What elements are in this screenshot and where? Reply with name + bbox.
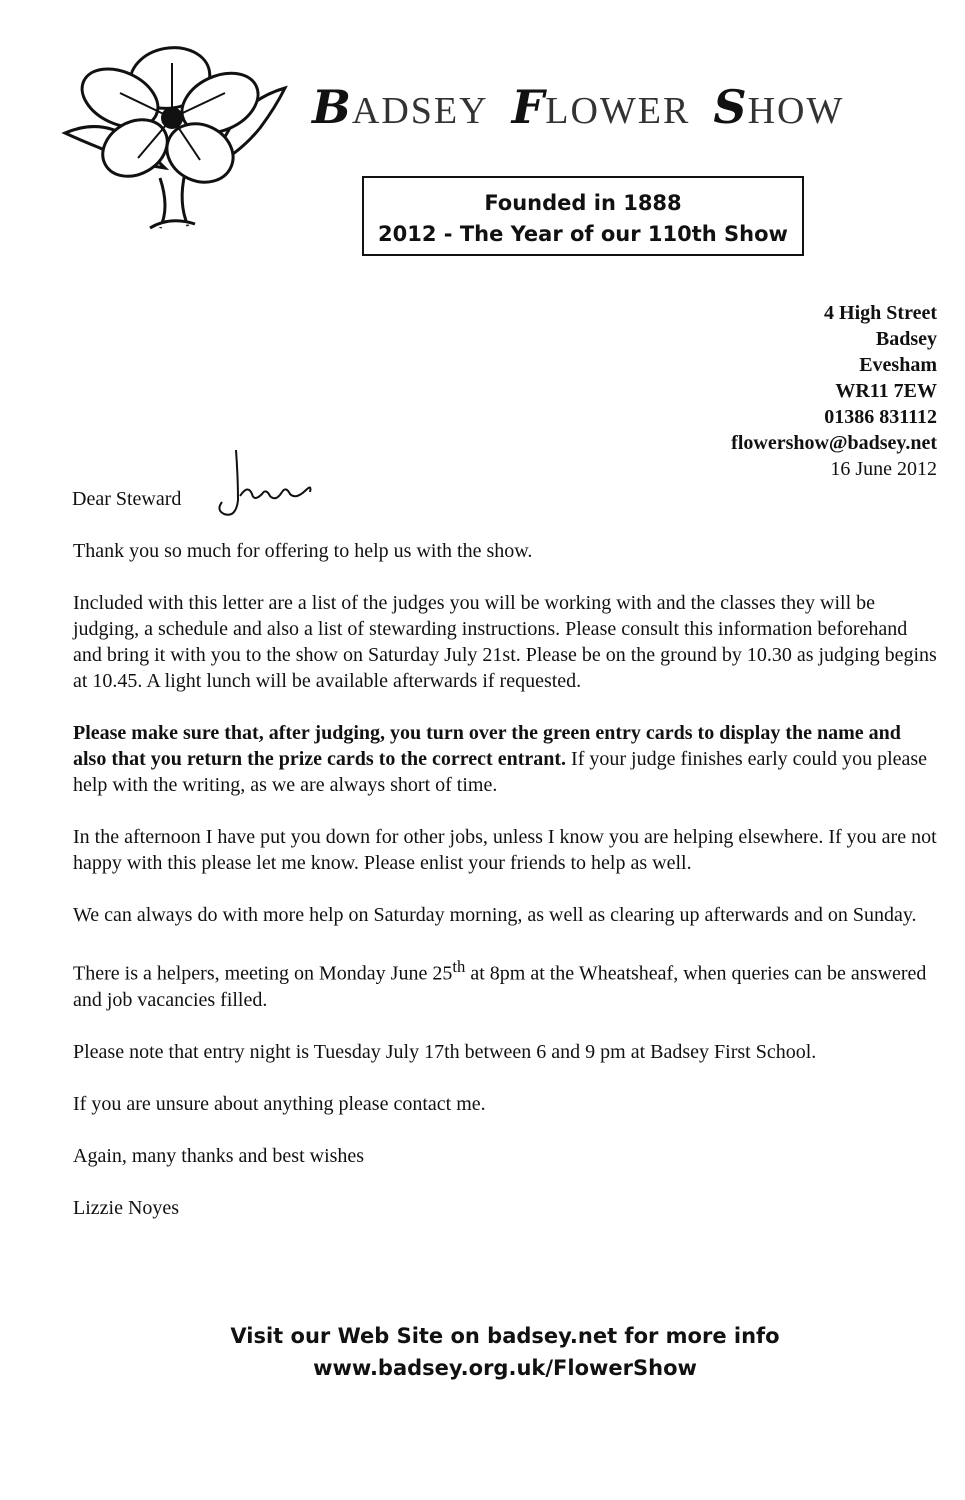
founded-line: Founded in 1888 — [484, 191, 682, 215]
masthead-word: FLOWER — [511, 80, 691, 134]
sender-address — [731, 300, 937, 482]
paragraph-text: at 8pm at the Wheatsheaf, when queries can be answered and job vacancies filled. — [73, 962, 927, 1011]
letter-date: 16 June 2012 — [830, 458, 937, 480]
handwritten-signature-icon — [214, 448, 324, 528]
paragraph: If you are unsure about anything please contact me. — [73, 1092, 486, 1115]
closing: Again, many thanks and best wishes — [73, 1144, 365, 1167]
paragraph — [73, 954, 939, 1013]
sender-name: Lizzie Noyes — [73, 1196, 180, 1219]
ordinal-suffix: th — [452, 957, 466, 976]
address-email: flowershow@badsey.net — [731, 432, 937, 454]
address-village: Badsey — [875, 328, 937, 350]
paragraph: Included with this letter are a list of the judges you will be working with and the classes they will be judging, a schedule and also a list of stewarding instructions. Please consult this information beforehand and bring it with you to the show on Saturday July 21st. Please be on the ground by 10.30 as judging begins at 10.45. A light lunch will be available afterwards if requested. — [73, 592, 937, 692]
address-postcode: WR11 7EW — [835, 380, 937, 402]
footer-url[interactable]: www.badsey.org.uk/FlowerShow — [313, 1356, 697, 1380]
flower-icon — [60, 38, 290, 238]
paragraph: We can always do with more help on Saturday morning, as well as clearing up afterwards and on Sunday. — [73, 904, 917, 926]
salutation: Dear Steward — [72, 488, 182, 510]
letter-body — [73, 538, 939, 1247]
sign-off — [73, 1143, 939, 1221]
paragraph — [73, 720, 939, 798]
masthead-title — [312, 80, 932, 140]
paragraph-text: If your judge finishes early could you please help with the writing, as we are always short of time. — [73, 748, 928, 796]
masthead-word: SHOW — [713, 80, 845, 134]
address-street: 4 High Street — [824, 302, 937, 324]
paragraph-text: There is a helpers, meeting on Monday June 25 — [73, 962, 453, 985]
address-town: Evesham — [859, 354, 937, 376]
footer-website-line: Visit our Web Site on badsey.net for more info — [230, 1324, 780, 1348]
anniversary-line: 2012 - The Year of our 110th Show — [378, 222, 788, 246]
paragraph: Thank you so much for offering to help us with the show. — [73, 540, 533, 562]
masthead-word: BADSEY — [312, 80, 489, 134]
footer — [0, 1320, 965, 1384]
address-phone: 01386 831112 — [824, 406, 937, 428]
paragraph: Please note that entry night is Tuesday July 17th between 6 and 9 pm at Badsey First School. — [73, 1040, 817, 1063]
important-instruction: Please make sure that, after judging, you turn over the green entry cards to display the name and also that you return the prize cards to the correct entrant. — [73, 722, 901, 770]
founded-box — [362, 176, 804, 256]
paragraph: In the afternoon I have put you down for other jobs, unless I know you are helping elsewhere. If you are not happy with this please let me know. Please enlist your friends to help as well. — [73, 826, 937, 874]
